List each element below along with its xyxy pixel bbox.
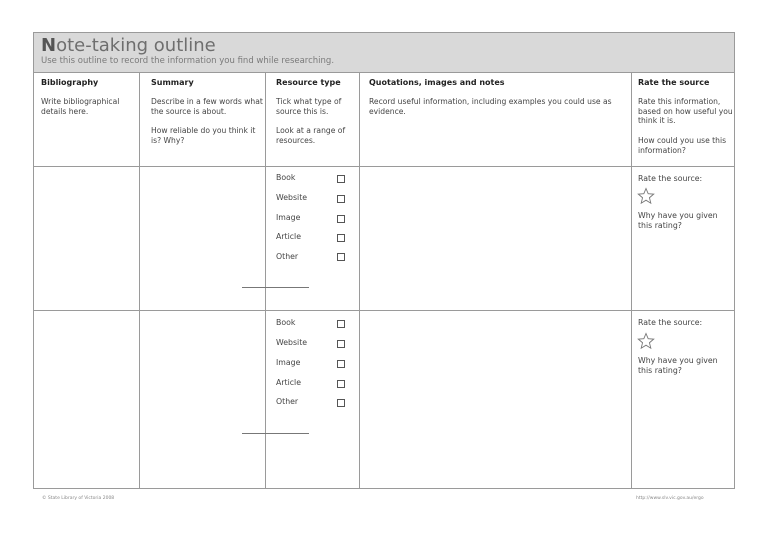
- summary-instruction: Describe in a few words what the source is about.: [151, 97, 263, 116]
- rate-instruction: Rate this information, based on how useful you think it is.: [638, 97, 733, 126]
- option-image-label: Image: [276, 213, 301, 222]
- summary-question: How reliable do you think it is? Why?: [151, 126, 256, 145]
- header-band: [34, 33, 734, 73]
- option-book-label: Book: [276, 173, 296, 182]
- heading-quotations: Quotations, images and notes: [369, 78, 505, 87]
- note-taking-sheet: [33, 32, 735, 489]
- option-other-label: Other: [276, 397, 299, 406]
- book-checkbox[interactable]: [337, 175, 345, 183]
- column-divider: [631, 73, 632, 489]
- resource-instruction: Tick what type of source this is.: [276, 97, 342, 116]
- heading-rate-source: Rate the source: [638, 78, 710, 87]
- book-checkbox[interactable]: [337, 320, 345, 328]
- resource-tip: Look at a range of resources.: [276, 126, 346, 145]
- other-checkbox[interactable]: [337, 253, 345, 261]
- row-divider: [34, 310, 734, 311]
- row-divider: [34, 166, 734, 167]
- article-checkbox[interactable]: [337, 234, 345, 242]
- title-initial: N: [41, 35, 57, 56]
- bibliography-instruction: Write bibliographical details here.: [41, 97, 120, 116]
- heading-summary: Summary: [151, 78, 194, 87]
- image-checkbox[interactable]: [337, 360, 345, 368]
- column-divider: [139, 73, 140, 489]
- rate-label: Rate the source:: [638, 318, 703, 327]
- footer-url: http://www.slv.vic.gov.au/ergo: [636, 496, 704, 501]
- rate-question: How could you use this information?: [638, 136, 727, 155]
- option-article-label: Article: [276, 378, 302, 387]
- option-website-label: Website: [276, 338, 308, 347]
- page-title: [41, 35, 216, 57]
- star-outline-icon[interactable]: [637, 332, 655, 350]
- website-checkbox[interactable]: [337, 195, 345, 203]
- option-book-label: Book: [276, 318, 296, 327]
- column-divider: [359, 73, 360, 489]
- heading-resource-type: Resource type: [276, 78, 341, 87]
- rating-question: Why have you given this rating?: [638, 356, 718, 375]
- option-image-label: Image: [276, 358, 301, 367]
- option-website-label: Website: [276, 193, 308, 202]
- article-checkbox[interactable]: [337, 380, 345, 388]
- image-checkbox[interactable]: [337, 215, 345, 223]
- heading-bibliography: Bibliography: [41, 78, 99, 87]
- other-write-in-line[interactable]: [242, 287, 309, 288]
- option-article-label: Article: [276, 232, 302, 241]
- footer-copyright: © State Library of Victoria 2008: [42, 496, 115, 501]
- quotations-instruction: Record useful information, including examples you could use as evidence.: [369, 97, 612, 116]
- rating-question: Why have you given this rating?: [638, 211, 718, 230]
- star-outline-icon[interactable]: [637, 187, 655, 205]
- option-other-label: Other: [276, 252, 299, 261]
- page-subtitle: Use this outline to record the information you find while researching.: [41, 56, 335, 66]
- column-divider: [265, 73, 266, 489]
- title-text: ote-taking outline: [56, 35, 216, 56]
- rate-label: Rate the source:: [638, 174, 703, 183]
- other-checkbox[interactable]: [337, 399, 345, 407]
- website-checkbox[interactable]: [337, 340, 345, 348]
- other-write-in-line[interactable]: [242, 433, 309, 434]
